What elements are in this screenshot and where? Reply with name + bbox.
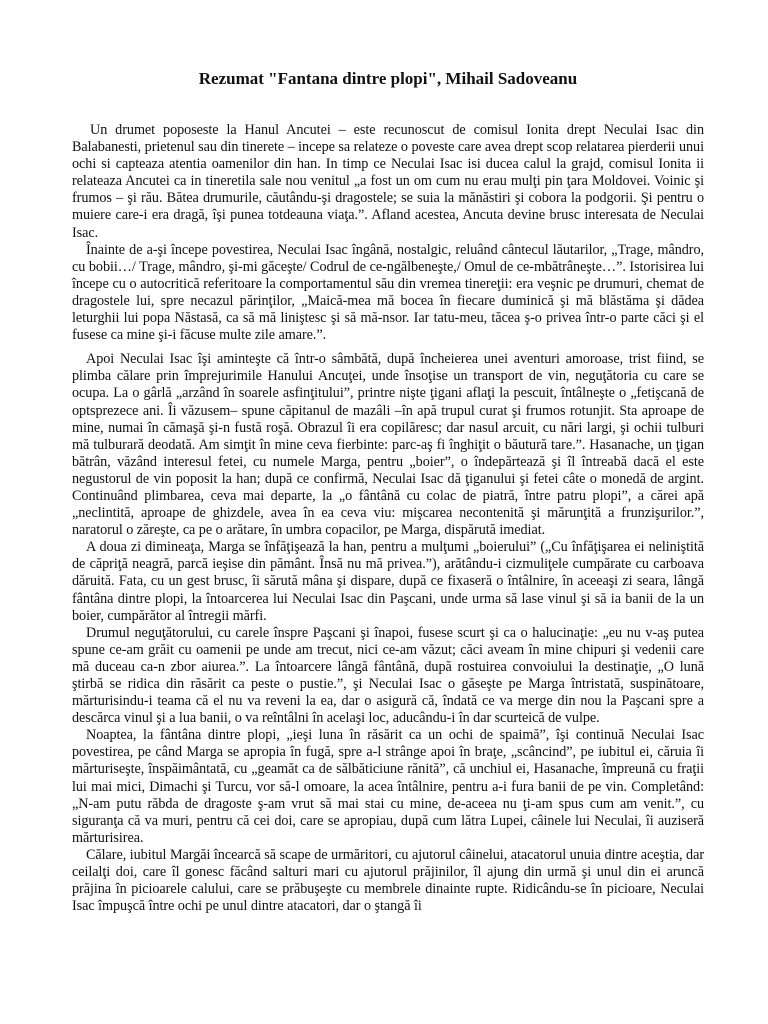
paragraph: Înainte de a-şi începe povestirea, Neculai Isac îngână, nostalgic, reluând cântecul lăutarilor, „Trage, mândro, cu bobii…/ Trage, mândro, şi-mi găceşte/ Codrul de ce-ngălbeneşte,/ Omul de ce-mbătrâneşte…”. Istorisirea lui începe cu o autocritică referitoare la comportamentul său din vremea tinereţii: era veşnic pe drumuri, chemat de dragostele lui, spre necazul părinţilor, „Maică-mea mă bocea în fiecare duminică şi mă blăstăma şi dădea leturghii lui popa Năstasă, ca să mă liniştesc şi să mă-nsor. Iar tatu-meu, tăcea ş-o privea într-o parte căci şi el fusese ca mine şi-i făcuse multe zile amare.”.	[72, 241, 704, 344]
paragraph: Un drumet poposeste la Hanul Ancutei – este recunoscut de comisul Ionita drept Neculai Isac din Balabanesti, prietenul sau din tinerete – incepe sa relateze o poveste care avea drept scop relatarea pierderii unui ochi si capteaza atentia oamenilor din han. In timp ce Neculai Isac isi ducea calul la grajd, comisul Ionita ii relateaza Ancutei ca in tineretila sale nou venitul „a fost un om cum nu erau mulţi pin ţara Moldovei. Voinic şi frumos – şi rău. Bătea drumurile, căutându-şi dragostele; se suia la mănăstiri şi cobora la podgorii. Şi pentru o muiere care-i era dragă, îşi punea totdeauna viaţa.”. Afland acestea, Ancuta devine brusc interesata de Neculai Isac.	[72, 122, 704, 241]
document-body	[72, 122, 704, 915]
document-title: Rezumat "Fantana dintre plopi", Mihail Sadoveanu	[198, 69, 578, 88]
paragraph: Apoi Neculai Isac îşi aminteşte că într-o sâmbătă, după încheierea unei aventuri amoroase, trist fiind, se plimba călare prin împrejurimile Hanului Ancuţei, unde însoţise un transport de vin, neguţătoria cu care se ocupa. La o gârlă „arzând în soarele asfinţitului”, printre nişte ţigani aflaţi la pescuit, întâlneşte o „fetişcană de optsprezece ani. Îi văzusem– spune căpitanul de mazâli –în apă trupul curat şi frumos rotunjit. Sta aproape de mine, numai în cămaşă şi-n fustă roşă. Obrazul îi era copilăresc; dar nasul arcuit, cu nări largi, şi ochii tulburi mă tulburară deodată. Am simţit în mine ceva fierbinte: parc-aş fi înghiţit o băutură tare.”. Hasanache, un ţigan bătrân, văzând interesul fetei, cu numele Marga, pentru „boier”, o îndepărtează şi îl întreabă dacă el este negustorul de vin poposit la han; după ce confirmă, Neculai Isac dă ţiganului şi fetei câte o monedă de argint. Continuând plimbarea, ceva mai departe, la „o fântână cu colac de piatră, între patru plopi”, a cărei apă „neclintită, aproape de ghizdele, avea în ea ceva viu: mişcarea necontenită şi mărunţită a frunzişurilor.”, naratorul o zăreşte, ca pe o arătare, în umbra copacilor, pe Marga, dispărută imediat.	[72, 351, 704, 539]
paragraph: Noaptea, la fântâna dintre plopi, „ieşi luna în răsărit ca un ochi de spaimă”, îşi continuă Neculai Isac povestirea, pe când Marga se apropia în fugă, spre a-l strânge apoi în braţe, „scâncind”, pe iubitul ei, căruia îi mărturiseşte, înspăimântată, cu „geamăt ca de sălbăticiune rănită”, că unchiul ei, Hasanache, împreună cu fraţii lui mai mici, Dimachi şi Turcu, vor să-l omoare, la acea întâlnire, pentru a-i fura banii de pe vin. Completând: „N-am putu răbda de dragoste ş-am vrut să mai stai cu mine, de-aceea nu ţi-am spus cum am venit.”, cu siguranţa că va muri, pentru că cei doi, care se apropiau, după cum lătra Lupei, câinele lui Neculai, îi auziseră mărturisirea.	[72, 727, 704, 846]
paragraph: A doua zi dimineaţa, Marga se înfăţişează la han, pentru a mulţumi „boierului” („Cu înfăţişarea ei neliniştită de căpriţă neagră, parcă ieşise din pământ. Însă nu mă privea.”), arătându-i cizmuliţele cumpărate cu carboava dăruită. Fata, cu un gest brusc, îi sărută mâna şi dispare, după ce fixaseră o întâlnire, în aceeaşi zi seara, lângă fântâna dintre plopi, la întoarcerea lui Neculai Isac din Paşcani, unde urma să lase vinul şi să ia banii de la un boier, cumpărător al întregii mărfi.	[72, 539, 704, 624]
paragraph: Călare, iubitul Margăi încearcă să scape de urmăritori, cu ajutorul câinelui, atacatorul unuia dintre aceştia, dar ceilalţi doi, care îl gonesc făcând salturi mari cu ajutorul prăjinilor, îl ajung din urmă şi unul din ei aruncă prăjina în picioarele calului, care se prăbuşeşte cu membrele dinainte rupte. Ridicându-se în picioare, Neculai Isac împuşcă între ochi pe unul dintre atacatori, dar o ştangă îi	[72, 846, 704, 915]
paragraph: Drumul neguţătorului, cu carele înspre Paşcani şi înapoi, fusese scurt şi ca o halucinaţie: „eu nu v-aş putea spune ce-am grăit cu oamenii pe unde am trecut, nici ce-am văzut; căci aveam în mine chipuri şi vedenii care mă duceau ca-n zbor aiurea.”. La întoarcere lângă fântână, după rostuirea convoiului la destinaţie, „O lună ştirbă se ridica din răsărit ca peste o pustie.”, şi Neculai Isac o găseşte pe Marga întristată, suspinătoare, mărturisindu-i teama că el nu va reveni la ea, dar o asigură că, îndată ce va merge din nou la Paşcani spre a descărca vinul şi a lua banii, o va reîntâlni în acelaşi loc, aducându-i în dar scurteică de vulpe.	[72, 624, 704, 727]
